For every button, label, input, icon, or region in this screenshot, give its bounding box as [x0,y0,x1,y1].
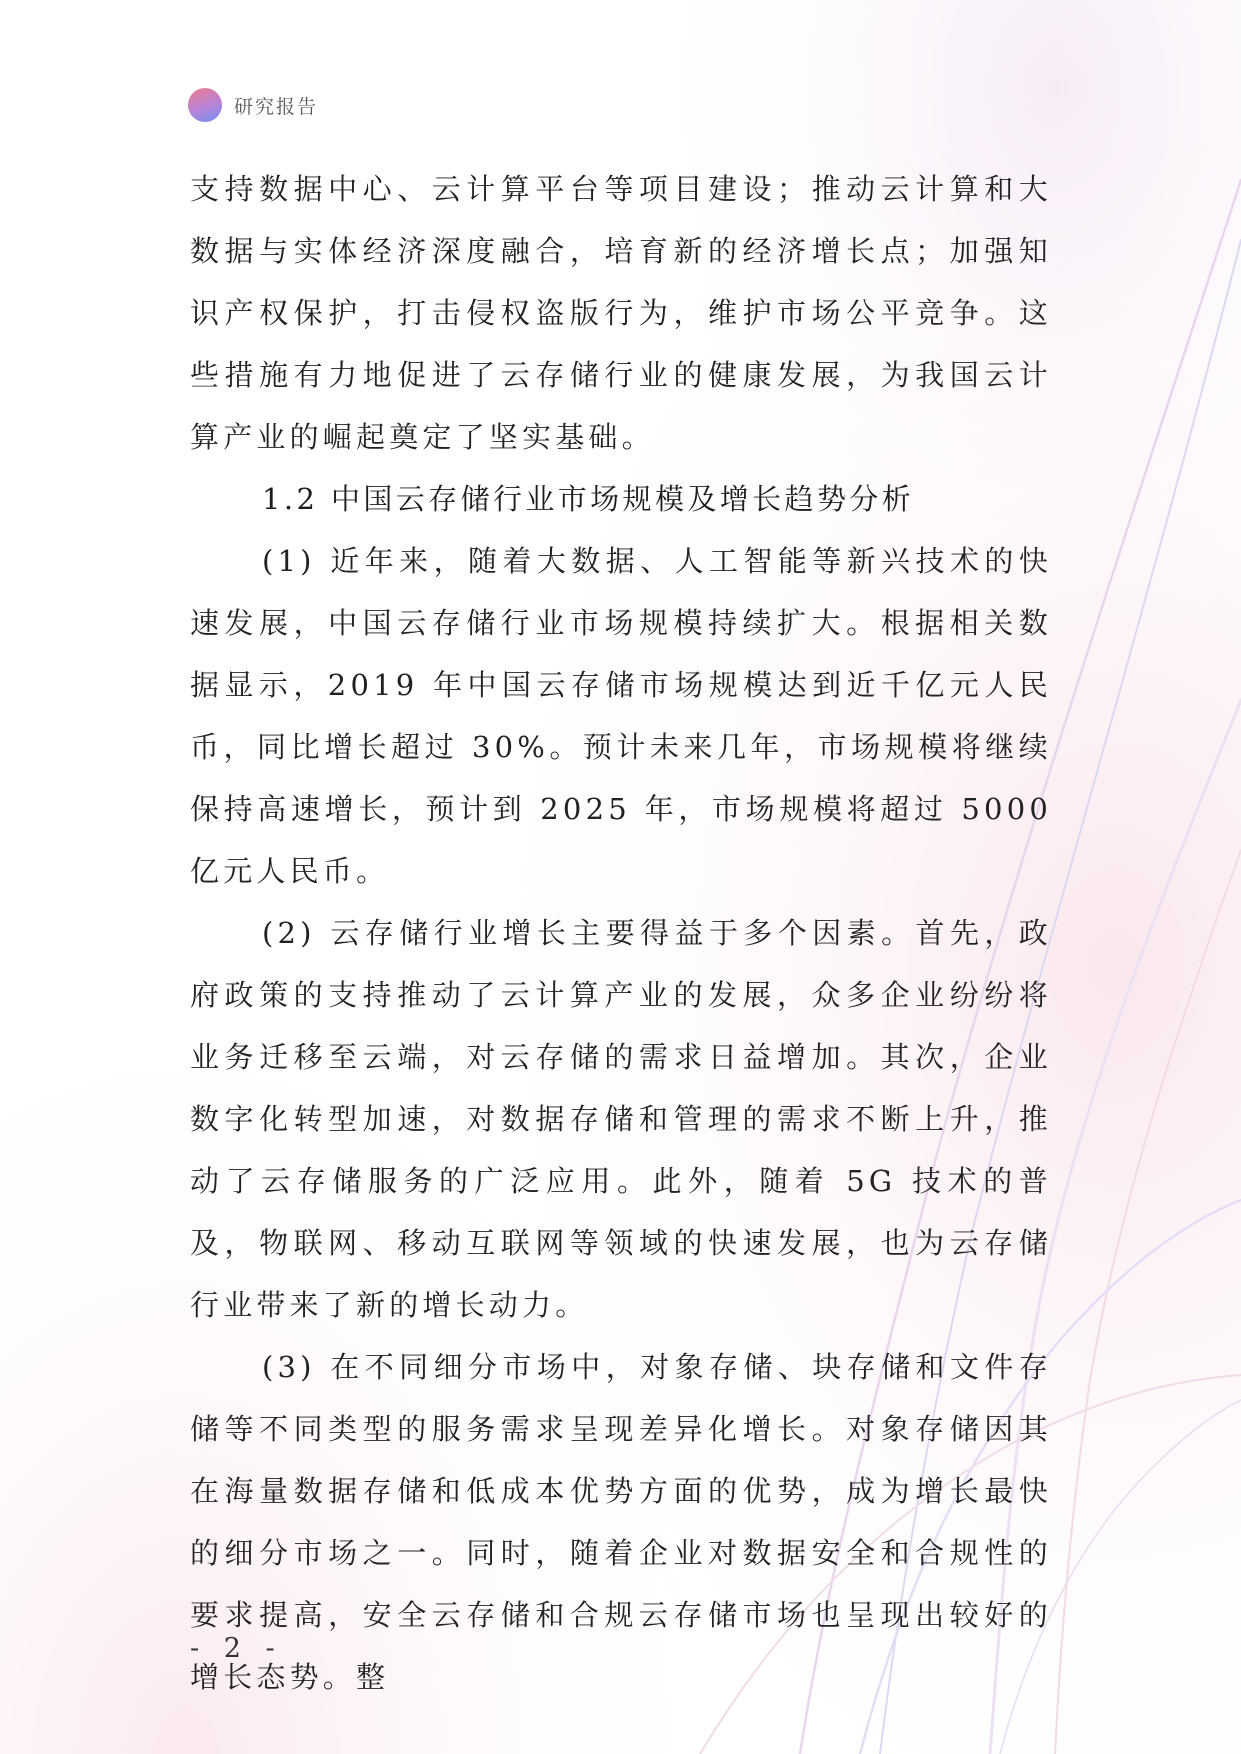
report-logo-icon [188,88,222,122]
header-title: 研究报告 [234,95,319,118]
document-body [190,158,1052,1708]
section-heading: 1.2 中国云存储行业市场规模及增长趋势分析 [262,482,915,516]
paragraph-policy-continuation: 支持数据中心、云计算平台等项目建设；推动云计算和大数据与实体经济深度融合，培育新的经济增长点；加强知识产权保护，打击侵权盗版行为，维护市场公平竞争。这些措施有力地促进了云存储行业的健康发展，为我国云计算产业的崛起奠定了坚实基础。 [190,172,1052,454]
paragraph-segment-markets: (3) 在不同细分市场中，对象存储、块存储和文件存储等不同类型的服务需求呈现差异化增长。对象存储因其在海量数据存储和低成本优势方面的优势，成为增长最快的细分市场之一。同时，随着企业对数据安全和合规性的要求提高，安全云存储和合规云存储市场也呈现出较好的增长态势。整 [190,1350,1052,1694]
paragraph-growth-factors: (2) 云存储行业增长主要得益于多个因素。首先，政府政策的支持推动了云计算产业的发展，众多企业纷纷将业务迁移至云端，对云存储的需求日益增加。其次，企业数字化转型加速，对数据存储和管理的需求不断上升，推动了云存储服务的广泛应用。此外，随着 5G 技术的普及，物联网、移动互联网等领域的快速发展，也为云存储行业带来了新的增长动力。 [190,916,1052,1322]
page-number: - 2 - [190,1633,283,1664]
paragraph-market-size: (1) 近年来，随着大数据、人工智能等新兴技术的快速发展，中国云存储行业市场规模持续扩大。根据相关数据显示，2019 年中国云存储市场规模达到近千亿元人民币，同比增长超过 30%。预计未来几年，市场规模将继续保持高速增长，预计到 2025 年，市场规模将超过 5000 亿元人民币。 [190,544,1052,888]
report-header [188,88,318,122]
